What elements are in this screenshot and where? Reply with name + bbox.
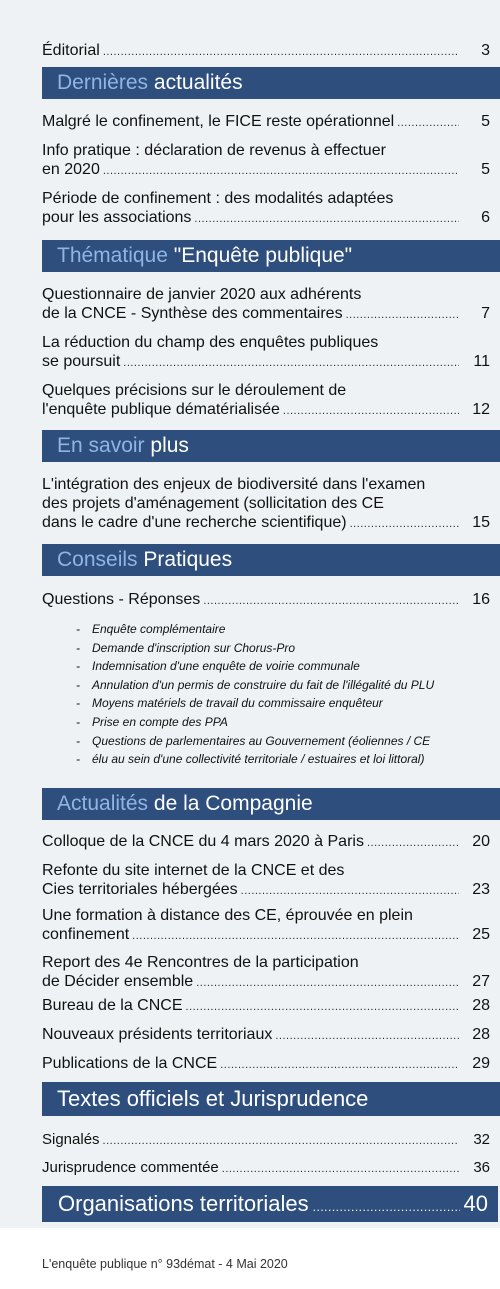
toc-entry[interactable]: Publications de la CNCE ..... 29 [42, 1054, 490, 1075]
list-item: - Questions de parlementaires au Gouvernement (éoliennes / CE [76, 732, 476, 751]
section-header-conseils-pratiques: Conseils Pratiques [42, 544, 500, 576]
section-header-textes-officiels: Textes officiels et Jurisprudence [42, 1082, 500, 1116]
list-item: - Enquête complémentaire [76, 620, 476, 639]
page-number: 40 [463, 1191, 488, 1216]
toc-entry[interactable]: Refonte du site internet de la CNCE et des Cies territoriales hébergées ..... 23 [42, 861, 490, 901]
toc-entry[interactable]: Période de confinement : des modalités adaptées pour les associations ..... 6 [42, 189, 490, 229]
list-item: - Demande d'inscription sur Chorus-Pro [76, 639, 476, 658]
toc-entry[interactable]: Colloque de la CNCE du 4 mars 2020 à Paris ..... 20 [42, 832, 490, 853]
page-number: 3 [481, 42, 490, 59]
toc-entry[interactable]: Bureau de la CNCE ..... 28 [42, 996, 490, 1017]
list-item: - élu au sein d'une collectivité territoriale / estuaires et loi littoral) [76, 750, 476, 769]
toc-entry[interactable]: Questionnaire de janvier 2020 aux adhérents de la CNCE - Synthèse des commentaires ..... 7 [42, 285, 490, 325]
section-header-actualites-compagnie: Actualités de la Compagnie [42, 788, 500, 820]
page-footer: L'enquête publique n° 93démat - 4 Mai 2020 [42, 1257, 288, 1271]
toc-entry[interactable]: Signalés ..... 32 [42, 1130, 490, 1151]
toc-entry[interactable]: Quelques précisions sur le déroulement de l'enquête publique dématérialisée ..... 12 [42, 381, 490, 421]
toc-entry[interactable]: Questions - Réponses ..... 16 [42, 590, 490, 611]
toc-entry[interactable]: L'intégration des enjeux de biodiversité dans l'examen des projets d'aménagement (sollicitation des CE dans le cadre d'une recherche scientifique) ..... 15 [42, 475, 490, 534]
entry-title: Éditorial [42, 42, 100, 59]
toc-entry-editorial[interactable] [42, 41, 490, 62]
list-item: - Prise en compte des PPA [76, 713, 476, 732]
toc-entry[interactable]: La réduction du champ des enquêtes publiques se poursuit ..... 11 [42, 333, 490, 373]
section-header-thematique: Thématique "Enquête publique" [42, 240, 500, 272]
list-item: - Annulation d'un permis de construire du fait de l'illégalité du PLU [76, 676, 476, 695]
toc-entry[interactable]: Une formation à distance des CE, éprouvée en plein confinement ..... 25 [42, 906, 490, 946]
list-item: - Moyens matériels de travail du commissaire enquêteur [76, 694, 476, 713]
section-header-en-savoir-plus: En savoir plus [42, 430, 500, 462]
section-header-dernieres-actualites: Dernières actualités [42, 67, 500, 99]
toc-entry[interactable]: Malgré le confinement, le FICE reste opérationnel ..... 5 [42, 112, 490, 133]
toc-entry[interactable]: Jurisprudence commentée ..... 36 [42, 1158, 490, 1179]
section-header-organisations-territoriales[interactable]: Organisations territoriales ..... 40 [42, 1186, 498, 1222]
toc-entry[interactable]: Info pratique : déclaration de revenus à effectuer en 2020 ..... 5 [42, 141, 490, 181]
qa-subitem-list [76, 620, 476, 769]
toc-entry[interactable]: Nouveaux présidents territoriaux ..... 28 [42, 1025, 490, 1046]
toc-entry[interactable]: Report des 4e Rencontres de la participation de Décider ensemble ..... 27 [42, 953, 490, 993]
list-item: - Indemnisation d'une enquête de voirie communale [76, 657, 476, 676]
